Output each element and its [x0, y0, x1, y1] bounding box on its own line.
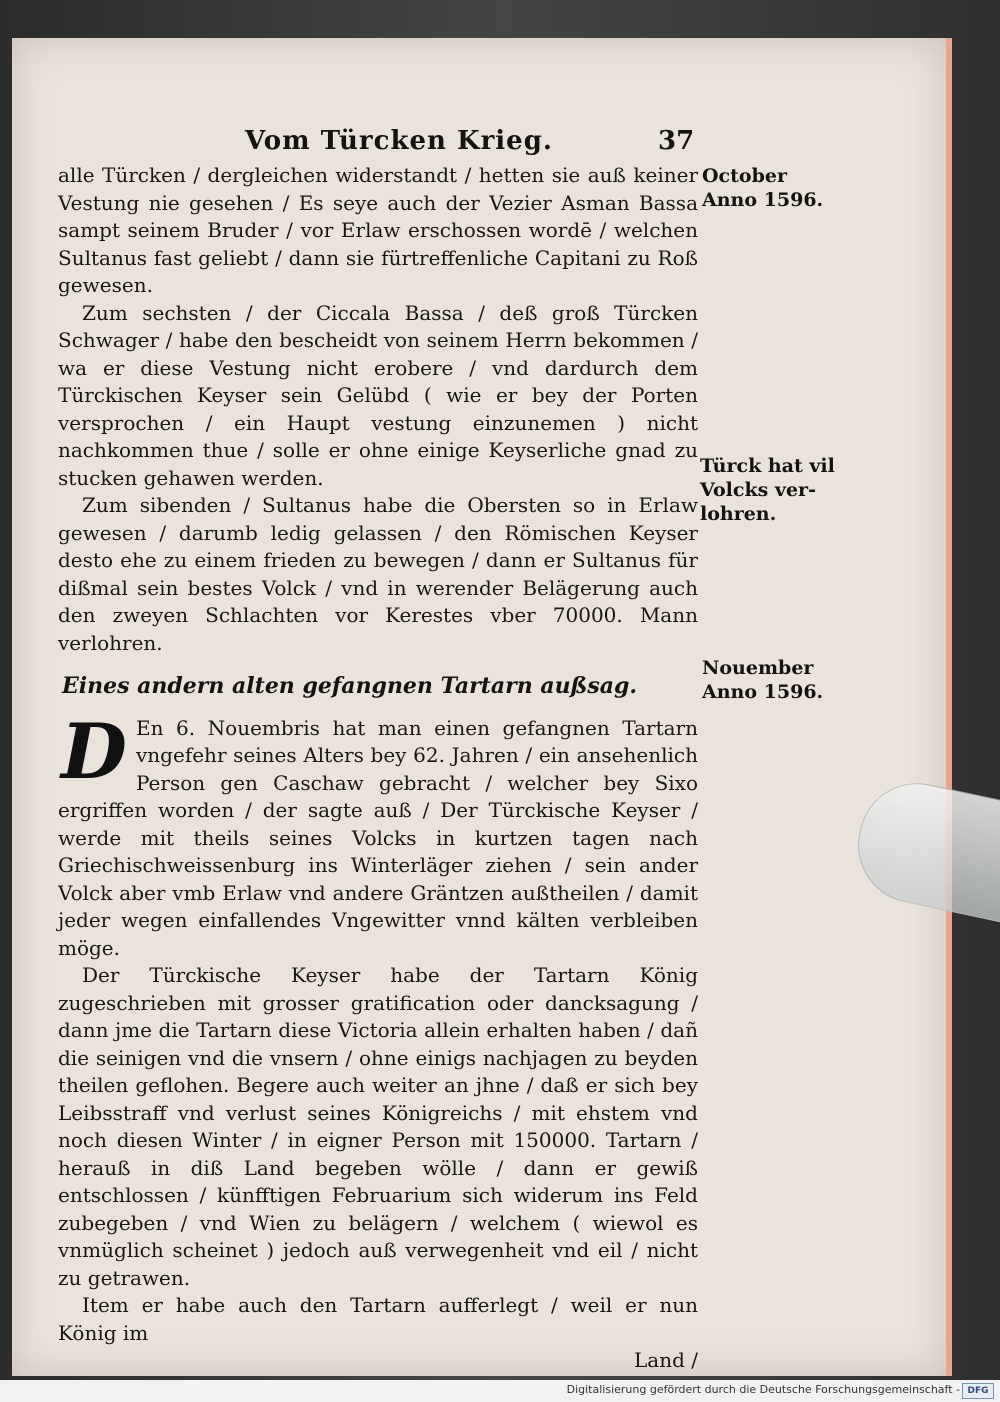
paragraph-1: alle Türcken / dergleichen widerstandt / hetten sie auß keiner Vestung nie gesehen / Es seye auch der Vezier Asman Bassa sampt seinem Bruder / vor Erlaw erschossen wordē / welchen Sultanus fast geliebt / dann sie fürtreffenliche Capitani zu Roß gewesen.	[58, 163, 698, 297]
drop-cap-initial: D	[61, 706, 127, 796]
dropcap-paragraph	[58, 706, 698, 963]
catchword: Land /	[634, 1348, 698, 1372]
paragraph-2: Zum sechsten / der Ciccala Bassa / deß groß Türcken Schwager / habe den bescheidt von seinem Herrn bekommen / wa er diese Vestung nicht erobere / vnd dardurch dem Türckischen Keyser sein Gelübd ( wie er bey der Porten versprochen / ein Haupt vestung einzunemen ) nicht nachkommen thue / solle er ohne einige Keyserliche gnad zu stucken gehawen werden.	[58, 300, 698, 490]
marginal-losses-line-3: lohren.	[700, 503, 777, 525]
paragraph-5: Der Türckische Keyser habe der Tartarn König zugeschrieben mit grosser gratification oder dancksagung / dann jme die Tartarn diese Victoria allein erhalten haben / dañ die seinigen vnd die vnsern / ohne einigs nachjagen zu beyden theilen geflohen. Begere auch weiter an jhne / daß er sich bey Leibsstraff vnd verlust seines Königreichs / mit ehstem vnd noch diesen Winter / in eigner Person mit 150000. Tartarn / herauß in diß Land begeben wölle / dann er gewiß entschlossen / künfftigen Februarium sich widerum ins Feld zubegeben / vnd Wien zu belägern / welchem ( wiewol es vnmüglich scheinet ) jedoch auß verwegenheit vnd eil / nicht zu getrawen.	[58, 963, 698, 1290]
marginal-losses-line-1: Türck hat vil	[700, 455, 835, 477]
paragraph-6: Item er habe auch den Tartarn aufferlegt / weil er nun König im	[58, 1293, 698, 1345]
marginal-losses-line-2: Volcks ver-	[700, 479, 816, 501]
page-number: 37	[658, 126, 695, 156]
marginal-note-october	[702, 164, 823, 212]
marginal-note-november	[702, 656, 823, 704]
marginal-october-label: October	[702, 165, 787, 187]
marginal-october-year: Anno 1596.	[702, 189, 824, 211]
marginal-note-losses	[700, 454, 835, 526]
section-heading: Eines andern alten gefangnen Tartarn außsag.	[62, 673, 638, 699]
marginal-november-label: Nouember	[702, 657, 814, 679]
running-head: Vom Türcken Krieg.	[245, 126, 553, 156]
paragraph-3: Zum sibenden / Sultanus habe die Obersten so in Erlaw gewesen / darumb ledig gelassen / den Römischen Keyser desto ehe zu einem frieden zu bewegen / dann er Sultanus für dißmal sein bestes Volck / vnd in werender Belägerung auch den zweyen Schlachten vor Kerestes vber 70000. Mann verlohren.	[58, 493, 698, 655]
footer-bar	[0, 1380, 1000, 1402]
paragraph-4: En 6. Nouembris hat man einen gefangnen Tartarn vngefehr seines Alters bey 62. Jahren / ein ansehenlich Person gen Caschaw gebracht / welcher bey Sixo ergriffen worden / der sagte auß / Der Türckische Keyser / werde mit theils seines Volcks in kurtzen tagen nach Griechischweissenburg ins Winterläger ziehen / sein ander Volck aber vmb Erlaw vnd andere Gräntzen außtheilen / damit jeder wegen einfallendes Vngewitter vnnd kälten verbleiben möge.	[58, 715, 698, 960]
body-text	[58, 162, 698, 1375]
footer-credit: Digitalisierung gefördert durch die Deutsche Forschungsgemeinschaft -	[566, 1383, 960, 1396]
dfg-logo: DFG	[962, 1383, 994, 1399]
marginal-november-year: Anno 1596.	[702, 681, 824, 703]
